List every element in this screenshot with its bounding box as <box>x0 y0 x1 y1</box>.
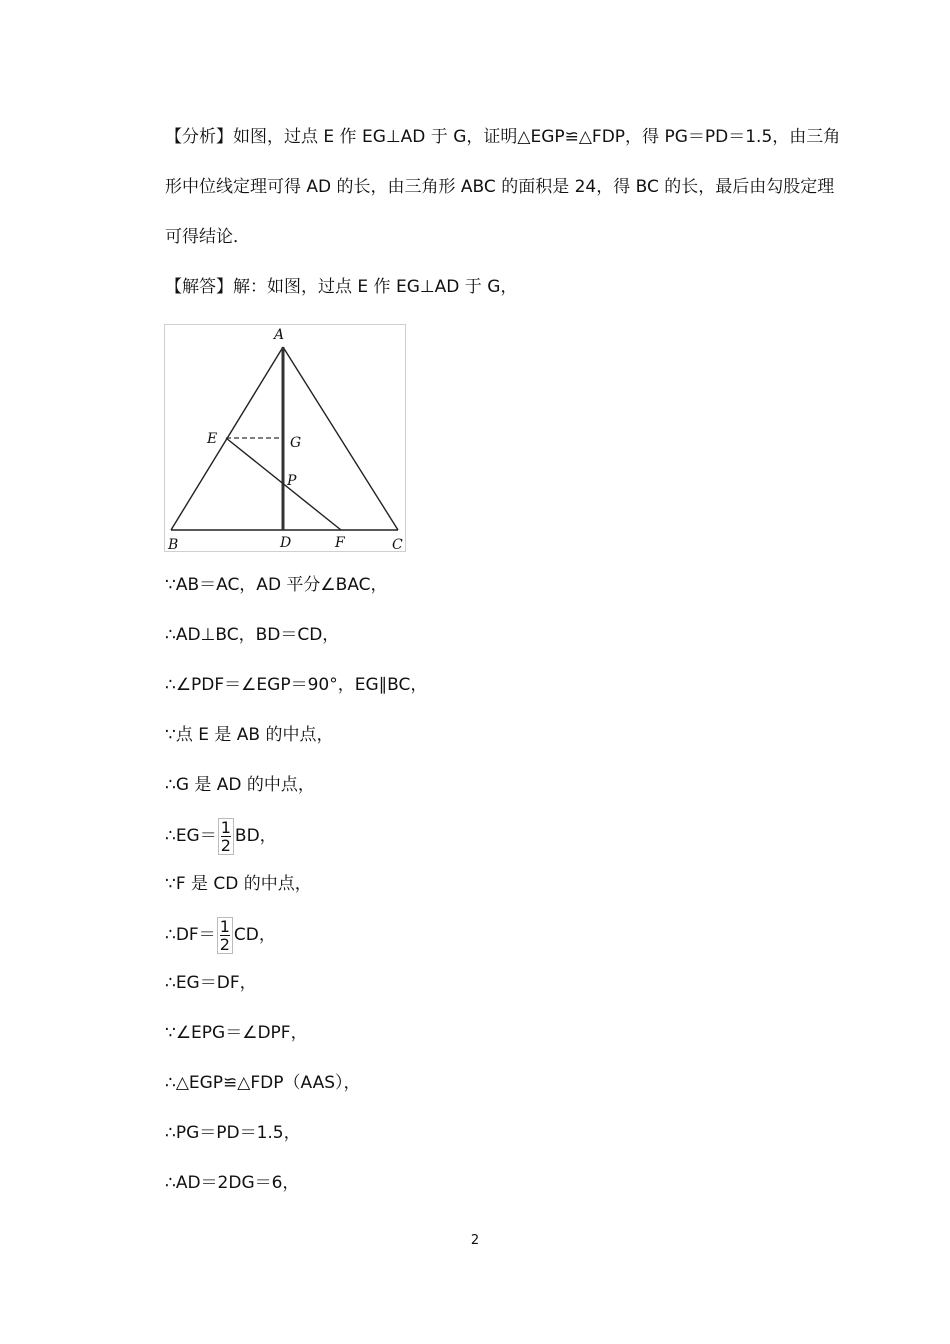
triangle-figure <box>164 324 406 552</box>
label-c: C <box>392 537 403 551</box>
step-line: ∵点 E 是 AB 的中点， <box>165 725 334 745</box>
step-df-prefix: ∴DF＝ <box>165 925 216 945</box>
page-number: 2 <box>470 1233 480 1248</box>
fraction-denominator: 2 <box>220 835 231 855</box>
step-df-suffix: CD， <box>233 925 276 945</box>
label-b: B <box>168 537 179 551</box>
step-line: ∴AD＝2DG＝6， <box>165 1173 300 1193</box>
triangle-diagram <box>165 325 405 551</box>
fraction-denominator: 2 <box>219 934 230 954</box>
step-eg-suffix: BD， <box>234 826 277 846</box>
label-f: F <box>335 535 345 551</box>
fraction-half <box>217 917 233 954</box>
fraction-half <box>218 818 234 855</box>
label-e: E <box>207 431 218 447</box>
step-eg <box>165 814 277 858</box>
step-df <box>165 913 276 957</box>
step-line: ∴EG＝DF， <box>165 973 257 993</box>
step-line: ∵AB＝AC，AD 平分∠BAC， <box>165 575 388 595</box>
step-f: ∵F 是 CD 的中点， <box>165 874 312 894</box>
step-line: ∴PG＝PD＝1.5， <box>165 1123 301 1143</box>
answer-intro: 【解答】解：如图，过点 E 作 EG⊥AD 于 G， <box>165 277 518 297</box>
analysis-line-1: 【分析】如图，过点 E 作 EG⊥AD 于 G，证明△EGP≌△FDP，得 PG＝PD＝1.5，由三角 <box>165 127 841 147</box>
step-line: ∴△EGP≌△FDP（AAS）， <box>165 1073 361 1093</box>
step-line: ∴G 是 AD 的中点， <box>165 775 315 795</box>
step-eg-prefix: ∴EG＝ <box>165 826 217 846</box>
fraction-numerator: 1 <box>220 817 231 837</box>
label-g: G <box>290 435 302 451</box>
step-line: ∴AD⊥BC，BD＝CD， <box>165 625 340 645</box>
label-a: A <box>274 327 285 343</box>
analysis-line-3: 可得结论． <box>165 227 250 247</box>
label-p: P <box>287 473 297 489</box>
fraction-numerator: 1 <box>219 916 230 936</box>
step-line: ∴∠PDF＝∠EGP＝90°，EG∥BC， <box>165 675 428 695</box>
label-d: D <box>280 535 292 551</box>
step-line: ∵∠EPG＝∠DPF， <box>165 1023 308 1043</box>
analysis-line-2: 形中位线定理可得 AD 的长，由三角形 ABC 的面积是 24，得 BC 的长，最后由勾股定理 <box>165 177 835 197</box>
